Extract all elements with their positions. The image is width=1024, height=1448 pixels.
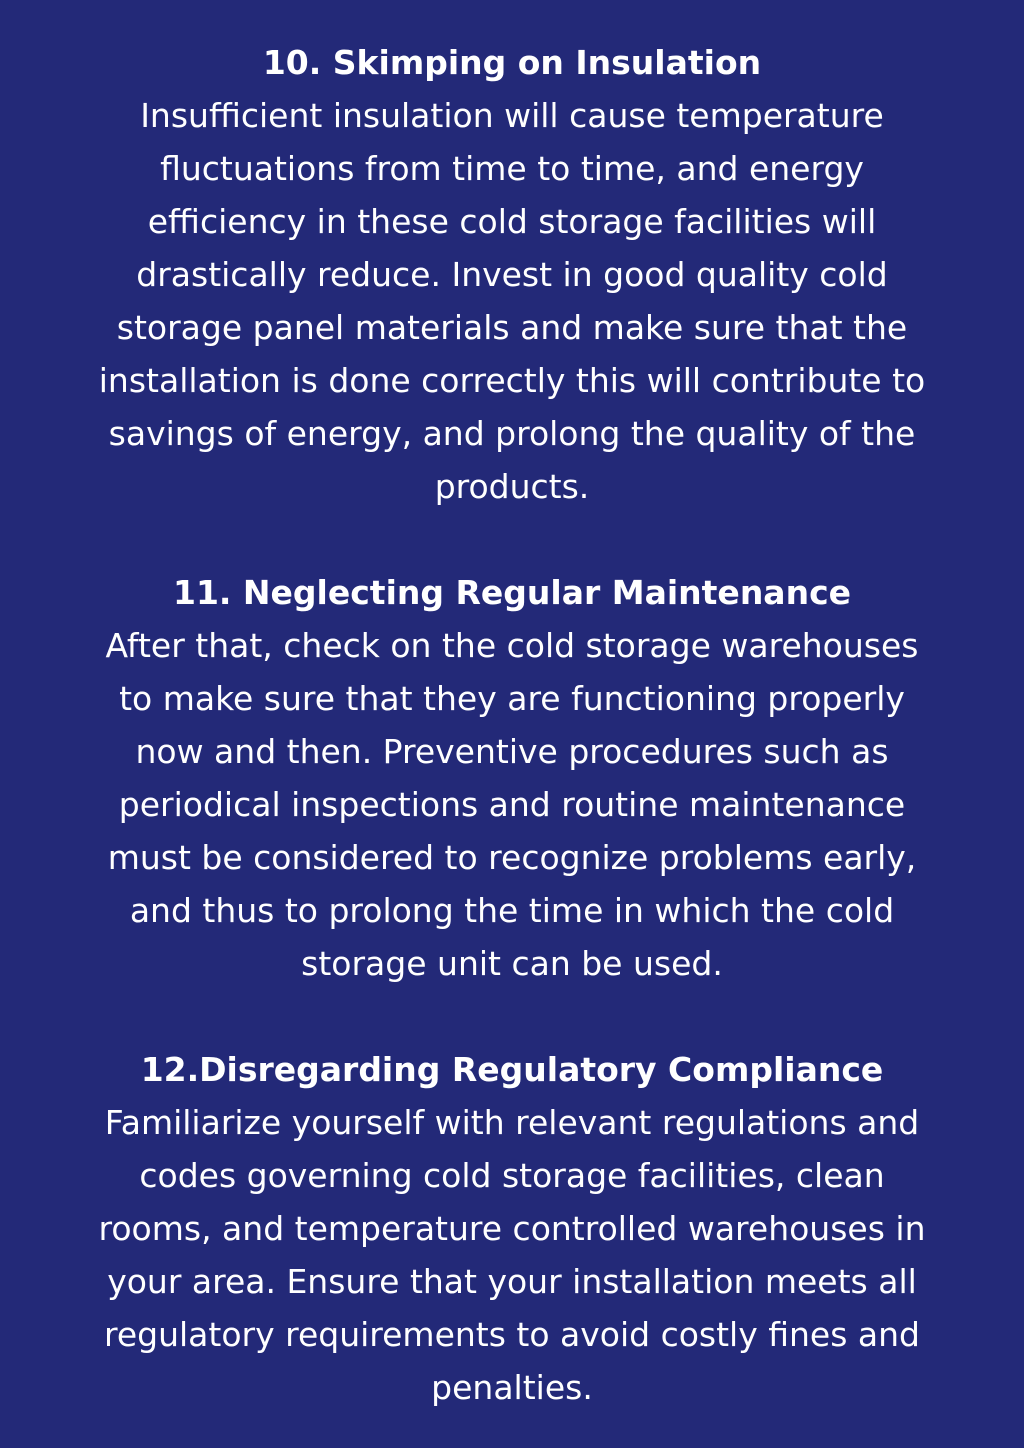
body-line: Familiarize yourself with relevant regulations and <box>104 1103 920 1142</box>
body-line: penalties. <box>431 1368 593 1407</box>
section-body <box>44 89 980 513</box>
body-line: and thus to prolong the time in which the cold <box>129 891 895 930</box>
section-disregarding-regulatory-compliance <box>44 1043 980 1414</box>
body-line: savings of energy, and prolong the quality of the <box>108 414 916 453</box>
body-line: your area. Ensure that your installation meets all <box>107 1262 917 1301</box>
body-line: must be considered to recognize problems early, <box>107 838 917 877</box>
body-line: storage unit can be used. <box>301 944 723 983</box>
section-skimping-on-insulation <box>44 36 980 513</box>
body-line: Insufficient insulation will cause temperature <box>140 96 884 135</box>
body-line: After that, check on the cold storage warehouses <box>105 626 919 665</box>
section-body <box>44 1096 980 1414</box>
body-line: rooms, and temperature controlled warehouses in <box>98 1209 926 1248</box>
section-neglecting-regular-maintenance <box>44 566 980 990</box>
section-body <box>44 619 980 990</box>
body-line: products. <box>434 467 590 506</box>
body-line: now and then. Preventive procedures such as <box>135 732 889 771</box>
body-line: to make sure that they are functioning properly <box>119 679 905 718</box>
section-heading: 10. Skimping on Insulation <box>262 43 762 82</box>
body-line: regulatory requirements to avoid costly fines and <box>103 1315 920 1354</box>
body-line: fluctuations from time to time, and energy <box>160 149 864 188</box>
body-line: efficiency in these cold storage facilities will <box>147 202 877 241</box>
body-line: periodical inspections and routine maintenance <box>118 785 906 824</box>
section-heading: 11. Neglecting Regular Maintenance <box>172 573 852 612</box>
body-line: codes governing cold storage facilities, clean <box>139 1156 885 1195</box>
body-line: drastically reduce. Invest in good quality cold <box>136 255 888 294</box>
body-line: storage panel materials and make sure that the <box>116 308 908 347</box>
section-heading: 12.Disregarding Regulatory Compliance <box>140 1050 884 1089</box>
body-line: installation is done correctly this will contribute to <box>98 361 926 400</box>
